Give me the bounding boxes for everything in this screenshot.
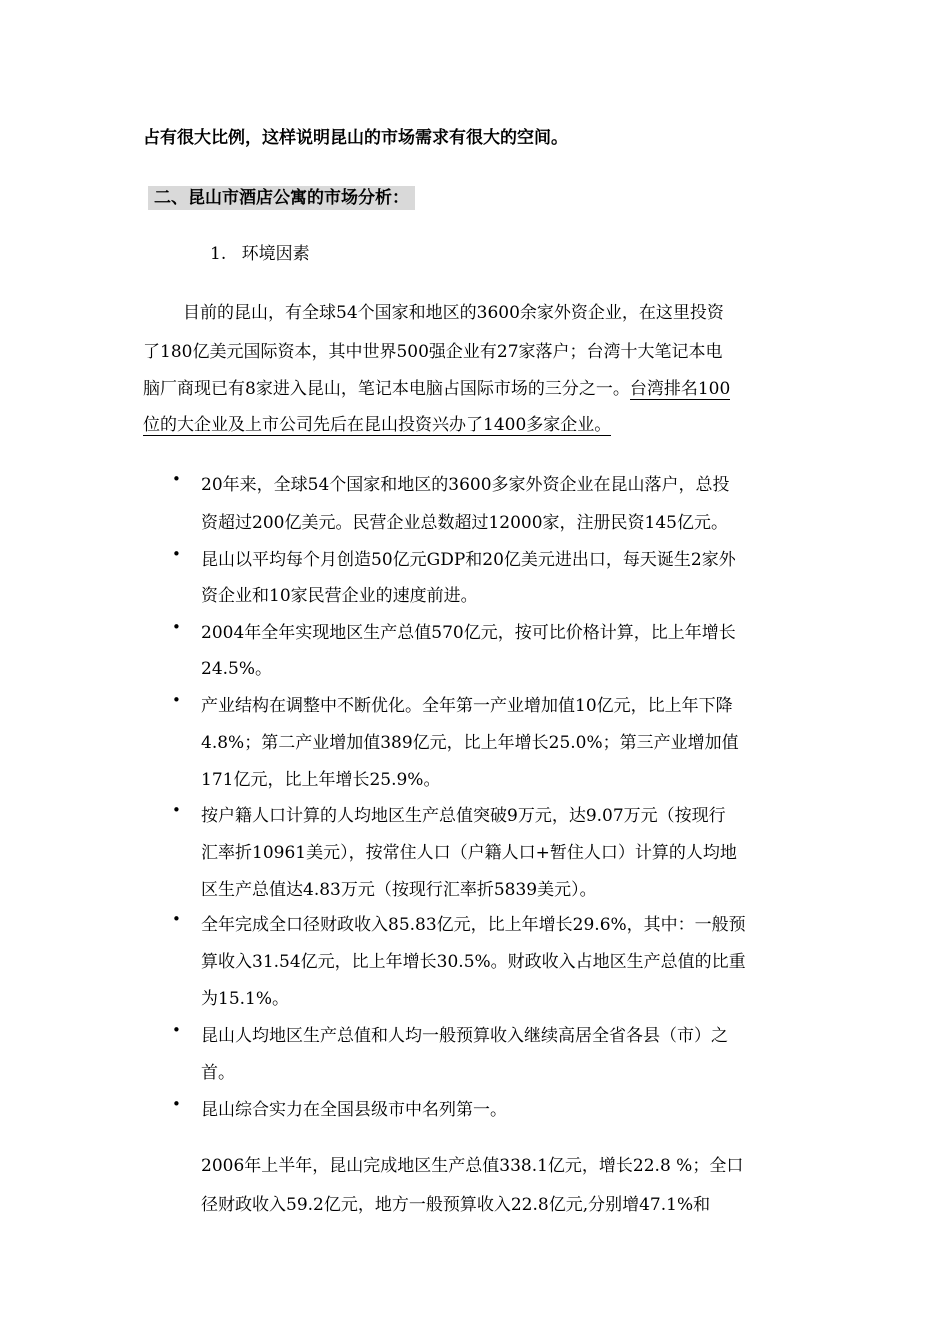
bullet-icon: • xyxy=(172,470,181,488)
bullet-line: 区生产总值达4.83万元（按现行汇率折5839美元）。 xyxy=(201,880,597,900)
paragraph-line-text: 脑厂商现已有8家进入昆山，笔记本电脑占国际市场的三分之一。 xyxy=(143,379,630,399)
bullet-line: 4.8%；第二产业增加值389亿元，比上年增长25.0%；第三产业增加值 xyxy=(201,733,739,753)
bullet-line: 20年来，全球54个国家和地区的3600多家外资企业在昆山落户，总投 xyxy=(201,475,730,495)
paragraph-line: 了180亿美元国际资本，其中世界500强企业有27家落户；台湾十大笔记本电 xyxy=(143,342,723,362)
subheading-text: 环境因素 xyxy=(241,244,310,264)
bullet-line: 24.5%。 xyxy=(201,659,273,679)
closing-line: 径财政收入59.2亿元，地方一般预算收入22.8亿元,分别增47.1%和 xyxy=(201,1195,711,1215)
bullet-line: 汇率折10961美元），按常住人口（户籍人口+暂住人口）计算的人均地 xyxy=(201,843,737,863)
bullet-line: 昆山综合实力在全国县级市中名列第一。 xyxy=(201,1100,507,1120)
underlined-text: 位的大企业及上市公司先后在昆山投资兴办了1400多家企业。 xyxy=(143,415,612,435)
bullet-line: 昆山以平均每个月创造50亿元GDP和20亿美元进出口，每天诞生2家外 xyxy=(201,550,736,570)
bullet-line: 为15.1%。 xyxy=(201,989,290,1009)
bullet-icon: • xyxy=(172,1021,181,1039)
paragraph-line xyxy=(143,413,611,437)
bullet-line: 全年完成全口径财政收入85.83亿元，比上年增长29.6%，其中：一般预 xyxy=(201,915,746,935)
bullet-line: 算收入31.54亿元，比上年增长30.5%。财政收入占地区生产总值的比重 xyxy=(201,952,746,972)
paragraph-line: 目前的昆山，有全球54个国家和地区的3600余家外资企业，在这里投资 xyxy=(183,303,724,323)
bullet-icon: • xyxy=(172,1095,181,1113)
bullet-line: 昆山人均地区生产总值和人均一般预算收入继续高居全省各县（市）之 xyxy=(201,1026,728,1046)
subheading xyxy=(210,242,310,266)
bullet-line: 资企业和10家民营企业的速度前进。 xyxy=(201,586,478,606)
closing-line: 2006年上半年，昆山完成地区生产总值338.1亿元，增长22.8 %；全口 xyxy=(201,1156,744,1176)
bullet-line: 资超过200亿美元。民营企业总数超过12000家，注册民资145亿元。 xyxy=(201,513,728,533)
paragraph-line xyxy=(143,377,730,401)
bullet-line: 按户籍人口计算的人均地区生产总值突破9万元，达9.07万元（按现行 xyxy=(201,806,726,826)
bullet-icon: • xyxy=(172,801,181,819)
underlined-text: 台湾排名100 xyxy=(629,379,731,399)
bullet-line: 首。 xyxy=(201,1063,235,1083)
bullet-icon: • xyxy=(172,691,181,709)
bullet-line: 2004年全年实现地区生产总值570亿元，按可比价格计算，比上年增长 xyxy=(201,623,736,643)
bullet-line: 171亿元，比上年增长25.9%。 xyxy=(201,770,441,790)
bullet-icon: • xyxy=(172,618,181,636)
intro-line: 占有很大比例，这样说明昆山的市场需求有很大的空间。 xyxy=(143,128,568,148)
bullet-line: 产业结构在调整中不断优化。全年第一产业增加值10亿元，比上年下降 xyxy=(201,696,733,716)
bullet-icon: • xyxy=(172,910,181,928)
section-heading: 二、昆山市酒店公寓的市场分析： xyxy=(148,186,415,210)
subheading-number: 1. xyxy=(210,244,227,264)
bullet-icon: • xyxy=(172,545,181,563)
